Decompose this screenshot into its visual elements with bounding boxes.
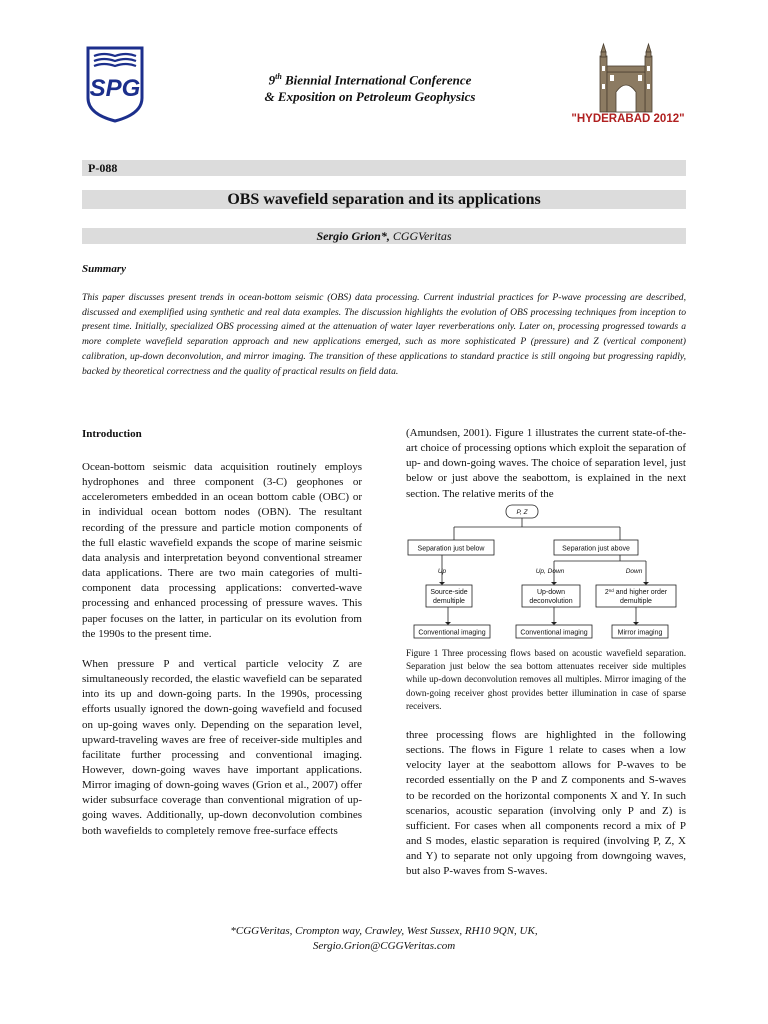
svg-text:Mirror imaging: Mirror imaging bbox=[617, 629, 663, 637]
svg-text:demultiple: demultiple bbox=[620, 598, 652, 605]
intro-paragraph-4: three processing flows are highlighted in the following sections. The flows in Figure 1 relate to cases when a low velocity layer at the seabottom allows for P-waves to be recorded essentially on the P and Z components and S-waves to be recorded on the horizontal components X and Y. In such scenarios, acoustic separation (involving only P and Z) is sufficient. For cases when all components record a mix of P and S modes, elastic separation is required (involving P, Z, X and Y) to separate not only upgoing from downgoing waves, but also P-waves from S-waves. bbox=[406, 729, 686, 878]
introduction-heading: Introduction bbox=[82, 428, 142, 440]
svg-text:Source-side: Source-side bbox=[430, 589, 468, 596]
svg-text:P, Z: P, Z bbox=[516, 509, 528, 516]
paper-title: OBS wavefield separation and its applications bbox=[82, 190, 686, 209]
charminar-icon bbox=[594, 42, 658, 114]
svg-text:Up-down: Up-down bbox=[536, 589, 566, 596]
summary-heading: Summary bbox=[82, 263, 127, 275]
intro-paragraph-2: When pressure P and vertical particle velocity Z are simultaneously recorded, the elastic wavefield can be separated into its up and down-going parts. In the 1990s, processing efforts usually ignored the down-going wavefield and focused on up-going waves only. Depending on the separation level, upward-traveling waves are free of receiver-side multiples and facilitate further processing and conventional imaging. However, down-going waves have important applications. Mirror imaging of down-going waves (Grion et al., 2007) offer wider subsurface coverage than conventional migration of up-going waves. Additionally, up-down deconvolution combines both wavefields to completely remove free-surface effects bbox=[82, 657, 362, 837]
paper-number: P-088 bbox=[82, 160, 686, 176]
figure-1-flowchart bbox=[406, 503, 690, 645]
svg-text:Up: Up bbox=[437, 568, 447, 575]
svg-text:Up, Down: Up, Down bbox=[535, 568, 565, 575]
introduction-left-column bbox=[82, 460, 362, 839]
svg-text:2nd and higher order: 2nd and higher order bbox=[604, 588, 668, 596]
paper-author: Sergio Grion*, CGGVeritas bbox=[82, 228, 686, 244]
author-email: Sergio.Grion@CGGVeritas.com bbox=[312, 940, 456, 952]
summary-text: This paper discusses present trends in ocean-bottom seismic (OBS) data processing. Current industrial practices for P-wave processing are described, discussed and exemplified using synthetic and real data examples. The discussion highlights the evolution of OBS processing techniques from inception to present time. Initially, specialized OBS processing aimed at the attenuation of water layer reverberations only. Later on, processing progressed towards a more complete wavefield separation approach and new applications emerged, such as more sophisticated P (pressure) and Z (vertical component) calibration, up-down deconvolution, and mirror imaging. The transition of these applications to standard practice is still ongoing but progressing rapidly, backed by theoretical correctness and the quality of practical results on field data. bbox=[82, 292, 686, 377]
svg-text:Conventional imaging: Conventional imaging bbox=[418, 629, 486, 637]
svg-text:deconvolution: deconvolution bbox=[529, 598, 573, 605]
svg-text:demultiple: demultiple bbox=[433, 598, 465, 605]
figure-1-caption: Figure 1 Three processing flows based on acoustic wavefield separation. Separation just below the sea bottom attenuates receiver side multiples while up-down deconvolution removes all multiples. Mirror imaging of the down-going receiver ghost provides better illumination in case of sparse receivers. bbox=[406, 648, 686, 711]
intro-paragraph-1: Ocean-bottom seismic data acquisition routinely employs hydrophones and three component (3-C) geophones or accelerometers embedded in an ocean bottom cable (OBC) or in individual ocean bottom nodes (OBN). The resultant recording of the pressure and particle motion components of the full elastic wavefield expands the scope of marine seismic data analysis and interpretation beyond conventional streamer data applications. There are two main categories of multi-component data processing applications: converted-wave processing and enhanced processing of pressure waves. This paper focuses on the latter, in particular on its evolution from the 1990s to the present time. bbox=[82, 461, 362, 640]
svg-text:SPG: SPG bbox=[89, 75, 141, 102]
svg-text:Separation just below: Separation just below bbox=[417, 545, 485, 553]
svg-text:Down: Down bbox=[625, 568, 643, 575]
conference-title: 9th Biennial International Conference & Exposition on Petroleum Geophysics bbox=[264, 72, 476, 105]
spg-logo bbox=[84, 44, 146, 124]
svg-text:Conventional imaging: Conventional imaging bbox=[520, 629, 588, 637]
city-badge: "HYDERABAD 2012" bbox=[571, 113, 685, 125]
author-footer: *CGGVeritas, Crompton way, Crawley, West Sussex, RH10 9QN, UK, Sergio.Grion@CGGVeritas.com bbox=[100, 924, 668, 954]
intro-paragraph-3: (Amundsen, 2001). Figure 1 illustrates the current state-of-the-art choice of processing options which exploit the separation of up- and down-going waves. The choice of separation level, just below or just above the seabottom, is explained in the next section. The relative merits of the bbox=[406, 427, 686, 500]
svg-text:Separation just above: Separation just above bbox=[562, 545, 630, 553]
